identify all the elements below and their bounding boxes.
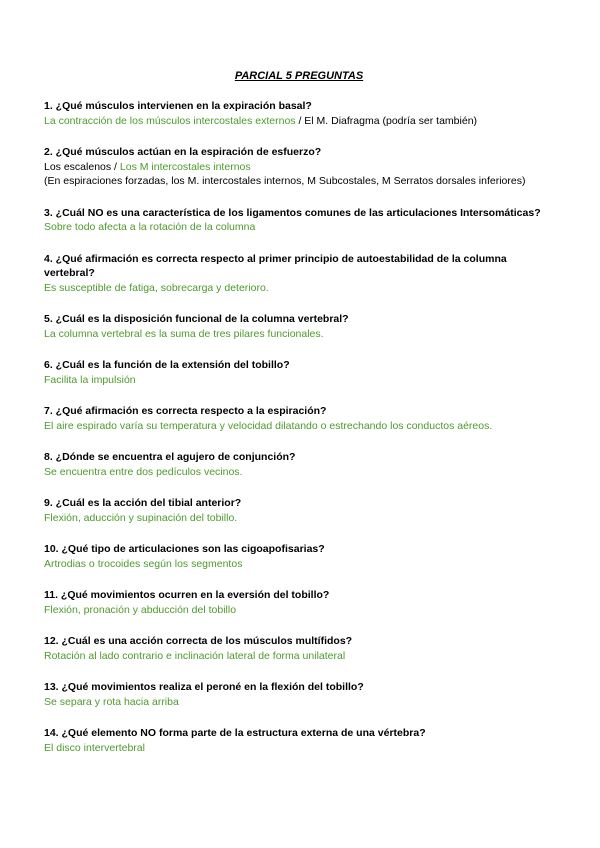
answer-correct: Artrodias o trocoides según los segmentos	[44, 557, 243, 570]
question-text: 6. ¿Cuál es la función de la extensión del tobillo?	[44, 359, 290, 371]
answer-correct: Se separa y rota hacia arriba	[44, 695, 179, 708]
answer-text	[44, 114, 554, 129]
question-item	[44, 726, 554, 755]
answer-correct: Flexión, aducción y supinación del tobillo.	[44, 511, 238, 524]
question-item	[44, 542, 554, 571]
answer-correct: El disco intervertebral	[44, 741, 145, 754]
page-title: PARCIAL 5 PREGUNTAS	[234, 70, 364, 82]
question-text: 10. ¿Qué tipo de articulaciones son las cigoapofisarias?	[44, 543, 325, 555]
question-text: 12. ¿Cuál es una acción correcta de los músculos multífidos?	[44, 635, 353, 647]
question-item	[44, 450, 554, 479]
question-text: 14. ¿Qué elemento NO forma parte de la estructura externa de una vértebra?	[44, 727, 426, 739]
answer-correct: Los M intercostales internos	[119, 160, 251, 173]
answer-correct: La columna vertebral es la suma de tres pilares funcionales.	[44, 327, 324, 340]
answer-correct: Rotación al lado contrario e inclinación lateral de forma unilateral	[44, 649, 346, 662]
answer-correct: Facilita la impulsión	[44, 373, 136, 386]
question-item	[44, 588, 554, 617]
question-item	[44, 680, 554, 709]
document-page	[44, 70, 554, 772]
question-item	[44, 99, 554, 128]
question-text: 3. ¿Cuál NO es una característica de los ligamentos comunes de las articulaciones Intersomáticas?	[44, 206, 541, 219]
question-text: 13. ¿Qué movimientos realiza el peroné en la flexión del tobillo?	[44, 681, 364, 693]
answer-correct: Se encuentra entre dos pedículos vecinos.	[44, 465, 243, 478]
question-item	[44, 496, 554, 525]
answer-note: (En espiraciones forzadas, los M. intercostales internos, M Subcostales, M Serratos dorsales inferiores)	[44, 175, 526, 187]
answer-correct: El aire espirado varía su temperatura y velocidad dilatando o estrechando los conductos aéreos.	[44, 419, 493, 432]
question-text: 5. ¿Cuál es la disposición funcional de la columna vertebral?	[44, 313, 349, 325]
question-item	[44, 206, 554, 235]
question-item	[44, 145, 554, 189]
question-text: 4. ¿Qué afirmación es correcta respecto al primer principio de autoestabilidad de la columna vertebral?	[44, 252, 507, 279]
answer-correct: Es susceptible de fatiga, sobrecarga y deterioro.	[44, 281, 269, 294]
question-text: 9. ¿Cuál es la acción del tibial anterior?	[44, 497, 242, 509]
question-item	[44, 634, 554, 663]
question-text: 1. ¿Qué músculos intervienen en la expiración basal?	[44, 100, 312, 112]
question-item	[44, 312, 554, 341]
question-text: 7. ¿Qué afirmación es correcta respecto a la espiración?	[44, 405, 327, 417]
answer-correct: Flexión, pronación y abducción del tobillo	[44, 603, 237, 616]
answer-correct: Sobre todo afecta a la rotación de la columna	[44, 221, 256, 233]
answer-text	[44, 160, 554, 175]
question-item	[44, 358, 554, 387]
question-item	[44, 252, 554, 296]
question-text: 2. ¿Qué músculos actúan en la espiración de esfuerzo?	[44, 146, 322, 158]
answer-note: Los escalenos /	[44, 160, 120, 173]
question-text: 8. ¿Dónde se encuentra el agujero de conjunción?	[44, 451, 296, 463]
question-item	[44, 404, 554, 433]
answer-note: / El M. Diafragma (podría ser también)	[295, 114, 478, 127]
question-text: 11. ¿Qué movimientos ocurren en la eversión del tobillo?	[44, 589, 330, 601]
answer-correct: La contracción de los músculos intercostales externos	[44, 114, 296, 127]
